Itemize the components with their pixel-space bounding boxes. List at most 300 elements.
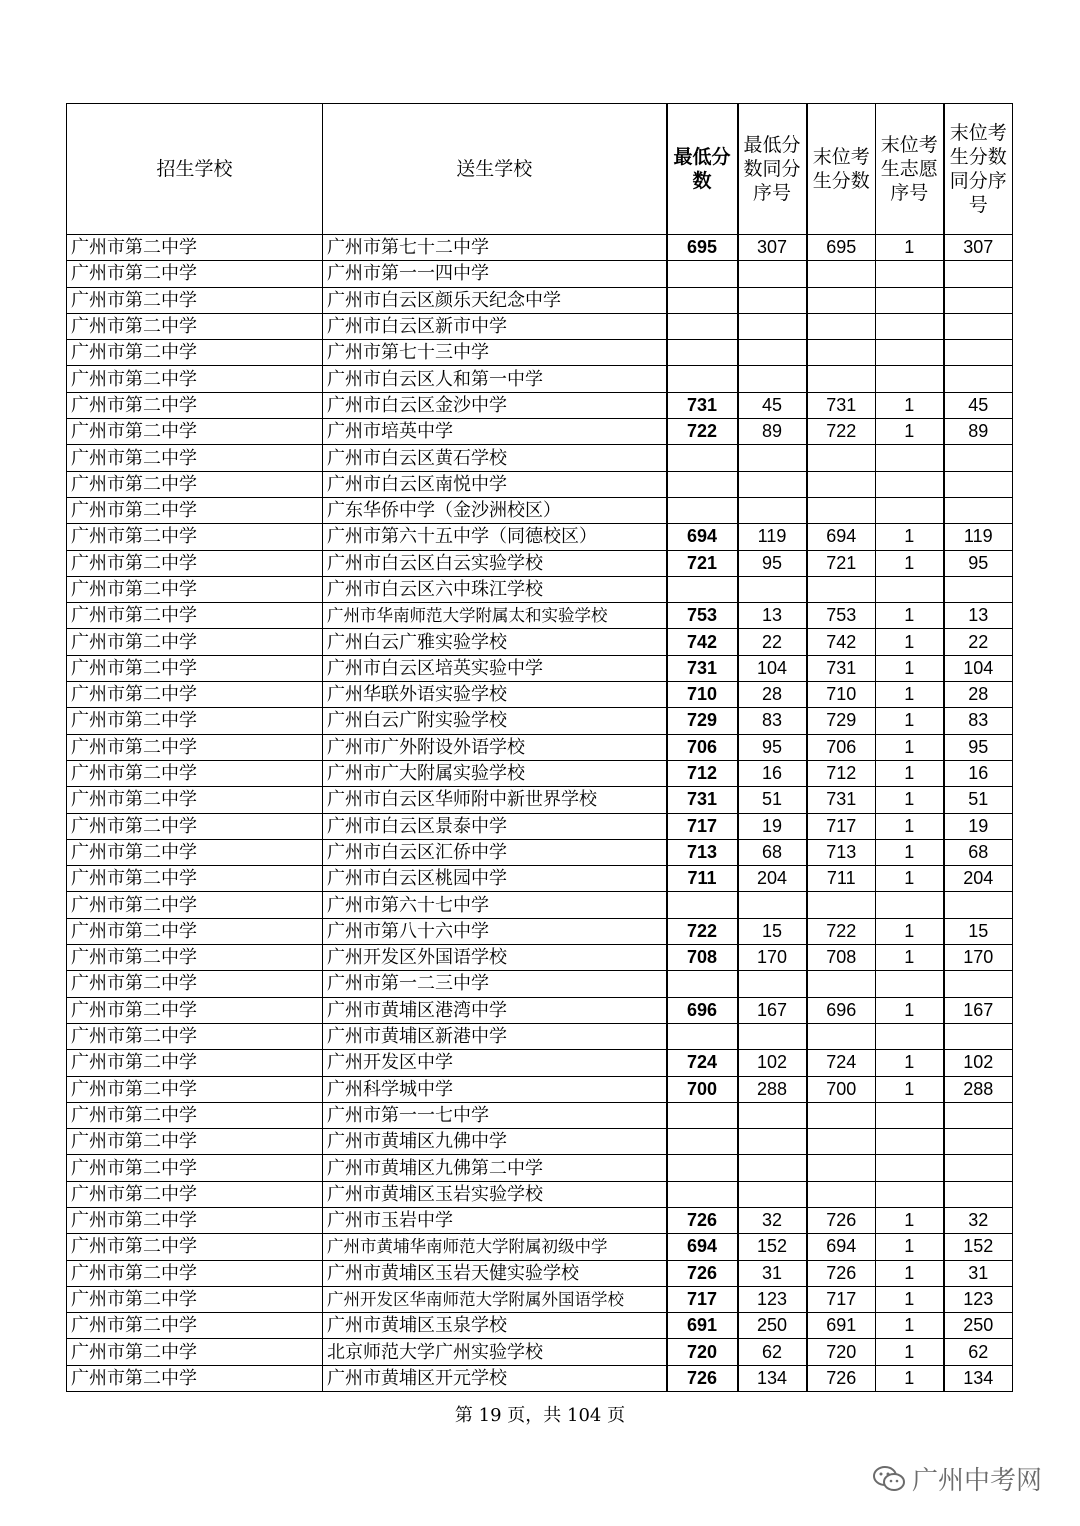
min-score-cell — [667, 1023, 738, 1049]
last-score-cell: 713 — [807, 839, 876, 865]
last-choice-cell — [876, 971, 944, 997]
last-score-cell: 696 — [807, 997, 876, 1023]
sending-school-cell: 广州市第六十七中学 — [323, 892, 667, 918]
last-choice-cell — [876, 340, 944, 366]
min-score-rank-cell: 28 — [738, 682, 807, 708]
last-score-cell: 726 — [807, 1260, 876, 1286]
sending-school-cell: 广州市培英中学 — [323, 419, 667, 445]
header-last-choice: 末位考生志愿序号 — [876, 104, 944, 235]
enrolling-school-cell: 广州市第二中学 — [67, 340, 323, 366]
table-row — [67, 787, 1013, 813]
last-score-rank-cell: 68 — [944, 839, 1013, 865]
last-score-cell: 706 — [807, 734, 876, 760]
last-score-rank-cell — [944, 497, 1013, 523]
table-row — [67, 445, 1013, 471]
sending-school-cell: 广州市白云区南悦中学 — [323, 471, 667, 497]
enrolling-school-cell: 广州市第二中学 — [67, 682, 323, 708]
min-score-rank-cell — [738, 1023, 807, 1049]
enrolling-school-cell: 广州市第二中学 — [67, 655, 323, 681]
sending-school-cell: 广州白云广雅实验学校 — [323, 629, 667, 655]
table-row — [67, 1339, 1013, 1365]
last-score-rank-cell — [944, 471, 1013, 497]
enrolling-school-cell: 广州市第二中学 — [67, 813, 323, 839]
min-score-cell — [667, 1181, 738, 1207]
last-choice-cell: 1 — [876, 1076, 944, 1102]
last-score-cell: 710 — [807, 682, 876, 708]
min-score-rank-cell: 250 — [738, 1313, 807, 1339]
last-score-cell — [807, 497, 876, 523]
last-score-rank-cell: 167 — [944, 997, 1013, 1023]
min-score-rank-cell — [738, 313, 807, 339]
last-score-cell — [807, 261, 876, 287]
sending-school-cell: 广州市白云区金沙中学 — [323, 392, 667, 418]
min-score-cell: 710 — [667, 682, 738, 708]
last-choice-cell — [876, 261, 944, 287]
table-row — [67, 1286, 1013, 1312]
enrolling-school-cell: 广州市第二中学 — [67, 866, 323, 892]
sending-school-cell: 广东华侨中学（金沙洲校区） — [323, 497, 667, 523]
header-last-score-rank: 末位考生分数同分序号 — [944, 104, 1013, 235]
min-score-rank-cell: 104 — [738, 655, 807, 681]
min-score-cell: 700 — [667, 1076, 738, 1102]
table-row — [67, 682, 1013, 708]
last-choice-cell: 1 — [876, 629, 944, 655]
min-score-cell: 722 — [667, 918, 738, 944]
enrolling-school-cell: 广州市第二中学 — [67, 235, 323, 261]
enrolling-school-cell: 广州市第二中学 — [67, 445, 323, 471]
min-score-rank-cell: 152 — [738, 1234, 807, 1260]
min-score-cell: 691 — [667, 1313, 738, 1339]
last-choice-cell — [876, 576, 944, 602]
last-score-cell — [807, 287, 876, 313]
table-row — [67, 1129, 1013, 1155]
min-score-rank-cell — [738, 1155, 807, 1181]
min-score-cell: 711 — [667, 866, 738, 892]
last-score-cell: 711 — [807, 866, 876, 892]
last-score-cell: 742 — [807, 629, 876, 655]
last-score-rank-cell — [944, 287, 1013, 313]
enrolling-school-cell: 广州市第二中学 — [67, 603, 323, 629]
last-score-cell: 694 — [807, 524, 876, 550]
admission-score-table — [66, 103, 1013, 1392]
min-score-cell: 731 — [667, 787, 738, 813]
sending-school-cell: 广州市黄埔区九佛中学 — [323, 1129, 667, 1155]
min-score-cell: 713 — [667, 839, 738, 865]
last-score-rank-cell — [944, 261, 1013, 287]
min-score-cell: 694 — [667, 524, 738, 550]
sending-school-cell: 广州市白云区颜乐天纪念中学 — [323, 287, 667, 313]
last-choice-cell: 1 — [876, 682, 944, 708]
sending-school-cell: 广州市黄埔区玉岩实验学校 — [323, 1181, 667, 1207]
min-score-cell: 722 — [667, 419, 738, 445]
last-score-rank-cell: 62 — [944, 1339, 1013, 1365]
enrolling-school-cell: 广州市第二中学 — [67, 839, 323, 865]
enrolling-school-cell: 广州市第二中学 — [67, 1076, 323, 1102]
enrolling-school-cell: 广州市第二中学 — [67, 1181, 323, 1207]
min-score-cell — [667, 313, 738, 339]
sending-school-cell: 广州市白云区白云实验学校 — [323, 550, 667, 576]
min-score-rank-cell: 31 — [738, 1260, 807, 1286]
table-row — [67, 945, 1013, 971]
last-score-cell — [807, 340, 876, 366]
last-score-cell — [807, 1181, 876, 1207]
enrolling-school-cell: 广州市第二中学 — [67, 261, 323, 287]
min-score-cell — [667, 1129, 738, 1155]
last-score-rank-cell: 89 — [944, 419, 1013, 445]
watermark — [872, 1460, 1042, 1497]
min-score-cell — [667, 366, 738, 392]
min-score-cell — [667, 1102, 738, 1128]
last-choice-cell — [876, 497, 944, 523]
last-score-cell: 691 — [807, 1313, 876, 1339]
last-score-rank-cell: 288 — [944, 1076, 1013, 1102]
last-score-rank-cell: 170 — [944, 945, 1013, 971]
enrolling-school-cell: 广州市第二中学 — [67, 419, 323, 445]
min-score-cell — [667, 892, 738, 918]
last-choice-cell: 1 — [876, 235, 944, 261]
last-score-cell: 720 — [807, 1339, 876, 1365]
table-row — [67, 392, 1013, 418]
min-score-cell: 726 — [667, 1365, 738, 1391]
min-score-rank-cell — [738, 1129, 807, 1155]
min-score-rank-cell: 204 — [738, 866, 807, 892]
table-row — [67, 997, 1013, 1023]
sending-school-cell: 广州市黄埔华南师范大学附属初级中学 — [323, 1234, 667, 1260]
last-score-rank-cell — [944, 971, 1013, 997]
last-choice-cell — [876, 1129, 944, 1155]
sending-school-cell: 广州开发区华南师范大学附属外国语学校 — [323, 1286, 667, 1312]
last-score-cell — [807, 445, 876, 471]
table-row — [67, 313, 1013, 339]
min-score-rank-cell — [738, 287, 807, 313]
enrolling-school-cell: 广州市第二中学 — [67, 708, 323, 734]
min-score-rank-cell: 68 — [738, 839, 807, 865]
enrolling-school-cell: 广州市第二中学 — [67, 1023, 323, 1049]
enrolling-school-cell: 广州市第二中学 — [67, 1234, 323, 1260]
sending-school-cell: 北京师范大学广州实验学校 — [323, 1339, 667, 1365]
last-score-rank-cell — [944, 1129, 1013, 1155]
last-score-rank-cell: 31 — [944, 1260, 1013, 1286]
min-score-cell: 717 — [667, 1286, 738, 1312]
min-score-cell: 731 — [667, 392, 738, 418]
sending-school-cell: 广州市白云区华师附中新世界学校 — [323, 787, 667, 813]
table-row — [67, 1365, 1013, 1391]
last-score-cell: 726 — [807, 1365, 876, 1391]
min-score-rank-cell — [738, 576, 807, 602]
min-score-rank-cell: 119 — [738, 524, 807, 550]
enrolling-school-cell: 广州市第二中学 — [67, 392, 323, 418]
last-choice-cell — [876, 445, 944, 471]
last-score-cell — [807, 1129, 876, 1155]
last-score-cell: 722 — [807, 419, 876, 445]
table-row — [67, 524, 1013, 550]
last-choice-cell — [876, 287, 944, 313]
last-choice-cell: 1 — [876, 419, 944, 445]
min-score-rank-cell — [738, 471, 807, 497]
min-score-cell — [667, 471, 738, 497]
table-row — [67, 839, 1013, 865]
last-score-rank-cell — [944, 313, 1013, 339]
table-row — [67, 1050, 1013, 1076]
min-score-cell — [667, 497, 738, 523]
table-row — [67, 471, 1013, 497]
last-score-cell — [807, 892, 876, 918]
last-score-rank-cell: 32 — [944, 1207, 1013, 1233]
enrolling-school-cell: 广州市第二中学 — [67, 497, 323, 523]
last-score-cell: 753 — [807, 603, 876, 629]
table-row — [67, 708, 1013, 734]
enrolling-school-cell: 广州市第二中学 — [67, 892, 323, 918]
enrolling-school-cell: 广州市第二中学 — [67, 1155, 323, 1181]
last-choice-cell: 1 — [876, 1234, 944, 1260]
min-score-rank-cell — [738, 366, 807, 392]
sending-school-cell: 广州白云广附实验学校 — [323, 708, 667, 734]
min-score-cell — [667, 1155, 738, 1181]
min-score-cell — [667, 445, 738, 471]
last-choice-cell: 1 — [876, 708, 944, 734]
last-choice-cell — [876, 471, 944, 497]
min-score-cell: 706 — [667, 734, 738, 760]
table-row — [67, 1155, 1013, 1181]
last-choice-cell — [876, 1102, 944, 1128]
table-row — [67, 918, 1013, 944]
min-score-cell: 712 — [667, 760, 738, 786]
last-choice-cell: 1 — [876, 760, 944, 786]
min-score-rank-cell: 167 — [738, 997, 807, 1023]
min-score-rank-cell — [738, 261, 807, 287]
last-score-rank-cell: 95 — [944, 550, 1013, 576]
last-score-rank-cell: 119 — [944, 524, 1013, 550]
sending-school-cell: 广州市白云区培英实验中学 — [323, 655, 667, 681]
wechat-icon — [872, 1464, 906, 1494]
last-score-rank-cell: 95 — [944, 734, 1013, 760]
min-score-cell — [667, 576, 738, 602]
last-score-rank-cell — [944, 1023, 1013, 1049]
table-row — [67, 603, 1013, 629]
table-row — [67, 497, 1013, 523]
last-choice-cell — [876, 366, 944, 392]
sending-school-cell: 广州市第七十二中学 — [323, 235, 667, 261]
sending-school-cell: 广州市黄埔区九佛第二中学 — [323, 1155, 667, 1181]
last-choice-cell: 1 — [876, 1313, 944, 1339]
min-score-cell — [667, 287, 738, 313]
table-row — [67, 655, 1013, 681]
last-score-rank-cell: 15 — [944, 918, 1013, 944]
table-row — [67, 971, 1013, 997]
last-score-cell — [807, 366, 876, 392]
min-score-rank-cell — [738, 340, 807, 366]
last-score-rank-cell: 16 — [944, 760, 1013, 786]
enrolling-school-cell: 广州市第二中学 — [67, 1050, 323, 1076]
last-choice-cell: 1 — [876, 1207, 944, 1233]
enrolling-school-cell: 广州市第二中学 — [67, 918, 323, 944]
sending-school-cell: 广州市黄埔区玉岩天健实验学校 — [323, 1260, 667, 1286]
sending-school-cell: 广州市第一一四中学 — [323, 261, 667, 287]
min-score-rank-cell — [738, 1102, 807, 1128]
last-score-cell: 717 — [807, 1286, 876, 1312]
last-score-cell — [807, 1023, 876, 1049]
last-score-cell: 731 — [807, 392, 876, 418]
min-score-rank-cell: 170 — [738, 945, 807, 971]
enrolling-school-cell: 广州市第二中学 — [67, 1339, 323, 1365]
header-sending-school: 送生学校 — [323, 104, 667, 235]
min-score-cell: 742 — [667, 629, 738, 655]
min-score-cell: 731 — [667, 655, 738, 681]
sending-school-cell: 广州市华南师范大学附属太和实验学校 — [323, 603, 667, 629]
last-choice-cell: 1 — [876, 1339, 944, 1365]
min-score-rank-cell: 22 — [738, 629, 807, 655]
last-score-cell: 708 — [807, 945, 876, 971]
sending-school-cell: 广州市第八十六中学 — [323, 918, 667, 944]
min-score-rank-cell: 16 — [738, 760, 807, 786]
sending-school-cell: 广州市玉岩中学 — [323, 1207, 667, 1233]
enrolling-school-cell: 广州市第二中学 — [67, 760, 323, 786]
min-score-rank-cell — [738, 497, 807, 523]
min-score-rank-cell: 15 — [738, 918, 807, 944]
last-choice-cell: 1 — [876, 866, 944, 892]
table-row — [67, 760, 1013, 786]
last-score-rank-cell — [944, 1181, 1013, 1207]
sending-school-cell: 广州华联外语实验学校 — [323, 682, 667, 708]
sending-school-cell: 广州市白云区人和第一中学 — [323, 366, 667, 392]
table-row — [67, 1181, 1013, 1207]
sending-school-cell: 广州市白云区新市中学 — [323, 313, 667, 339]
last-score-rank-cell: 28 — [944, 682, 1013, 708]
last-score-rank-cell: 51 — [944, 787, 1013, 813]
table-row — [67, 629, 1013, 655]
enrolling-school-cell: 广州市第二中学 — [67, 734, 323, 760]
watermark-text: 广州中考网 — [911, 1466, 1042, 1496]
last-score-cell: 724 — [807, 1050, 876, 1076]
enrolling-school-cell: 广州市第二中学 — [67, 1365, 323, 1391]
last-score-cell: 722 — [807, 918, 876, 944]
last-score-rank-cell: 250 — [944, 1313, 1013, 1339]
table-row — [67, 1313, 1013, 1339]
table-row — [67, 340, 1013, 366]
last-score-cell — [807, 1155, 876, 1181]
last-score-cell — [807, 313, 876, 339]
last-score-cell: 712 — [807, 760, 876, 786]
last-score-rank-cell: 13 — [944, 603, 1013, 629]
table-body — [67, 235, 1013, 1392]
last-choice-cell — [876, 1023, 944, 1049]
table-row — [67, 892, 1013, 918]
min-score-rank-cell: 62 — [738, 1339, 807, 1365]
last-score-cell — [807, 471, 876, 497]
last-choice-cell: 1 — [876, 1365, 944, 1391]
enrolling-school-cell: 广州市第二中学 — [67, 629, 323, 655]
min-score-rank-cell: 32 — [738, 1207, 807, 1233]
last-score-cell: 731 — [807, 787, 876, 813]
header-enrolling-school: 招生学校 — [67, 104, 323, 235]
table-row — [67, 1076, 1013, 1102]
min-score-cell: 726 — [667, 1207, 738, 1233]
last-score-rank-cell: 104 — [944, 655, 1013, 681]
last-choice-cell: 1 — [876, 655, 944, 681]
last-score-rank-cell — [944, 340, 1013, 366]
min-score-cell: 721 — [667, 550, 738, 576]
table-row — [67, 1260, 1013, 1286]
min-score-rank-cell — [738, 1181, 807, 1207]
table-row — [67, 1234, 1013, 1260]
last-choice-cell: 1 — [876, 918, 944, 944]
enrolling-school-cell: 广州市第二中学 — [67, 550, 323, 576]
min-score-cell: 753 — [667, 603, 738, 629]
last-score-rank-cell — [944, 1155, 1013, 1181]
last-choice-cell: 1 — [876, 550, 944, 576]
last-choice-cell — [876, 1181, 944, 1207]
min-score-rank-cell: 95 — [738, 734, 807, 760]
header-last-score: 末位考生分数 — [807, 104, 876, 235]
last-score-rank-cell: 45 — [944, 392, 1013, 418]
last-score-cell: 717 — [807, 813, 876, 839]
sending-school-cell: 广州市黄埔区开元学校 — [323, 1365, 667, 1391]
last-score-rank-cell — [944, 576, 1013, 602]
min-score-cell: 708 — [667, 945, 738, 971]
table-row — [67, 419, 1013, 445]
table-row — [67, 1102, 1013, 1128]
enrolling-school-cell: 广州市第二中学 — [67, 1260, 323, 1286]
enrolling-school-cell: 广州市第二中学 — [67, 313, 323, 339]
table-row — [67, 261, 1013, 287]
table-row — [67, 576, 1013, 602]
last-score-rank-cell: 123 — [944, 1286, 1013, 1312]
last-score-rank-cell: 83 — [944, 708, 1013, 734]
last-score-cell: 729 — [807, 708, 876, 734]
last-choice-cell: 1 — [876, 734, 944, 760]
last-score-cell: 721 — [807, 550, 876, 576]
enrolling-school-cell: 广州市第二中学 — [67, 524, 323, 550]
min-score-rank-cell: 288 — [738, 1076, 807, 1102]
min-score-rank-cell — [738, 892, 807, 918]
min-score-cell: 720 — [667, 1339, 738, 1365]
table-row — [67, 550, 1013, 576]
enrolling-school-cell: 广州市第二中学 — [67, 366, 323, 392]
table-row — [67, 1023, 1013, 1049]
enrolling-school-cell: 广州市第二中学 — [67, 945, 323, 971]
sending-school-cell: 广州开发区外国语学校 — [323, 945, 667, 971]
enrolling-school-cell: 广州市第二中学 — [67, 287, 323, 313]
last-choice-cell: 1 — [876, 524, 944, 550]
sending-school-cell: 广州市白云区汇侨中学 — [323, 839, 667, 865]
last-score-rank-cell: 22 — [944, 629, 1013, 655]
last-score-rank-cell — [944, 445, 1013, 471]
last-score-rank-cell: 102 — [944, 1050, 1013, 1076]
sending-school-cell: 广州市第六十五中学（同德校区） — [323, 524, 667, 550]
last-score-cell: 694 — [807, 1234, 876, 1260]
last-choice-cell: 1 — [876, 1286, 944, 1312]
min-score-cell: 696 — [667, 997, 738, 1023]
last-choice-cell: 1 — [876, 945, 944, 971]
last-score-rank-cell: 152 — [944, 1234, 1013, 1260]
sending-school-cell: 广州市广外附设外语学校 — [323, 734, 667, 760]
last-score-rank-cell — [944, 366, 1013, 392]
min-score-cell — [667, 971, 738, 997]
last-choice-cell: 1 — [876, 603, 944, 629]
sending-school-cell: 广州市白云区景泰中学 — [323, 813, 667, 839]
table-row — [67, 813, 1013, 839]
enrolling-school-cell: 广州市第二中学 — [67, 787, 323, 813]
sending-school-cell: 广州市白云区六中珠江学校 — [323, 576, 667, 602]
last-choice-cell: 1 — [876, 1260, 944, 1286]
last-choice-cell: 1 — [876, 787, 944, 813]
sending-school-cell: 广州开发区中学 — [323, 1050, 667, 1076]
min-score-cell: 724 — [667, 1050, 738, 1076]
sending-school-cell: 广州市第一二三中学 — [323, 971, 667, 997]
last-score-rank-cell — [944, 1102, 1013, 1128]
min-score-cell: 726 — [667, 1260, 738, 1286]
sending-school-cell: 广州市黄埔区玉泉学校 — [323, 1313, 667, 1339]
